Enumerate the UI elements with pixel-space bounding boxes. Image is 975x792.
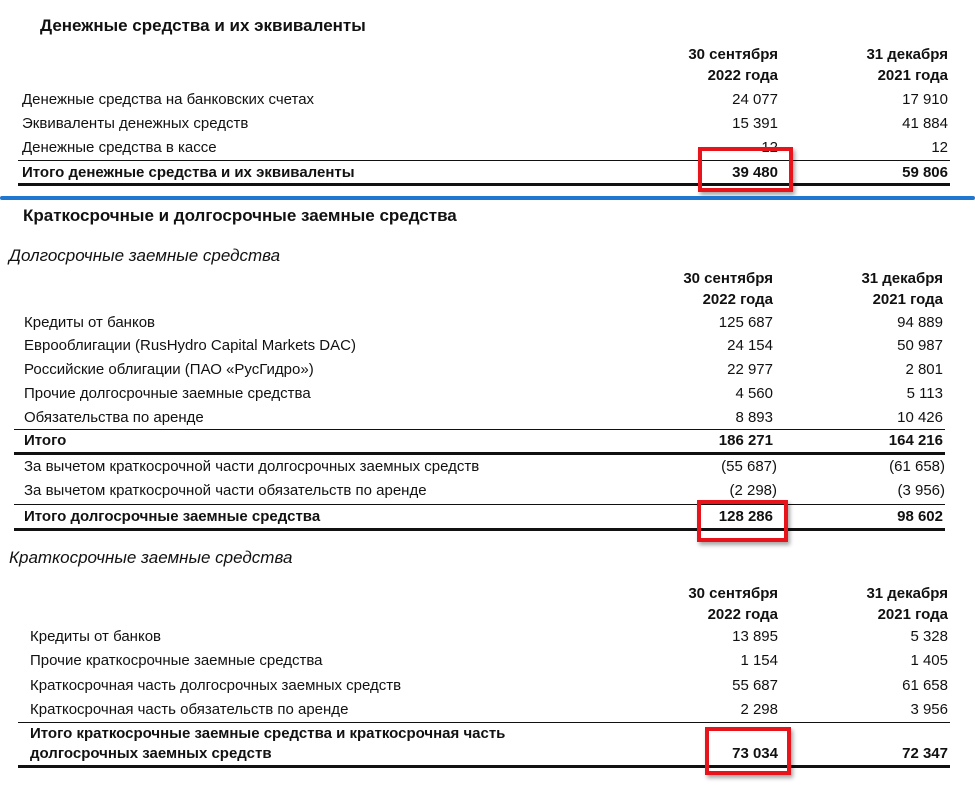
table-row: Краткосрочная часть долгосрочных заемных средств 55 687 61 658 [30,677,948,694]
col-header-2022: 30 сентября 2022 года [683,270,773,308]
total-row: Итого денежные средства и их эквиваленты 39 480 59 806 [22,164,948,181]
borrowings-section-title: Краткосрочные и долгосрочные заемные средства [23,206,457,225]
table-row: Денежные средства в кассе 12 12 [22,139,948,156]
table-row: За вычетом краткосрочной части долгосрочных заемных средств (55 687) (61 658) [24,458,945,475]
table-row: Краткосрочная часть обязательств по аренде 2 298 3 956 [30,701,948,718]
table-row: За вычетом краткосрочной части обязательств по аренде (2 298) (3 956) [24,482,945,499]
long-term-subtitle: Долгосрочные заемные средства [9,246,281,265]
cash-section-title: Денежные средства и их эквиваленты [40,16,366,35]
total-row: Итого долгосрочные заемные средства 128 286 98 602 [24,508,943,525]
col-header-2021: 31 декабря 2021 года [866,585,948,623]
total-row: Итого краткосрочные заемные средства и краткосрочная часть [30,725,506,742]
table-row: Еврооблигации (RusHydro Capital Markets DAC) 24 154 50 987 [24,337,943,354]
short-term-subtitle: Краткосрочные заемные средства [9,548,293,567]
table-row: Прочие долгосрочные заемные средства 4 560 5 113 [24,385,943,402]
col-header-2022: 30 сентября 2022 года [688,46,778,84]
divider [18,765,950,768]
col-header-2021: 31 декабря 2021 года [866,46,948,84]
short-term-table [18,0,950,780]
table-row: Кредиты от банков 125 687 94 889 [24,314,943,331]
table-row: Обязательства по аренде 8 893 10 426 [24,409,943,426]
highlight-box [705,727,791,775]
col-header-2021: 31 декабря 2021 года [861,270,943,308]
table-row: Эквиваленты денежных средств 15 391 41 884 [22,115,948,132]
table-row: Кредиты от банков 13 895 5 328 [30,628,948,645]
table-row: Денежные средства на банковских счетах 24 077 17 910 [22,91,948,108]
total-row: долгосрочных заемных средств 73 034 72 347 [30,745,948,762]
col-header-2022: 30 сентября 2022 года [688,585,778,623]
table-row: Российские облигации (ПАО «РусГидро») 22 977 2 801 [24,361,943,378]
table-row: Прочие краткосрочные заемные средства 1 154 1 405 [30,652,948,669]
subtotal-row: Итого 186 271 164 216 [24,432,943,449]
